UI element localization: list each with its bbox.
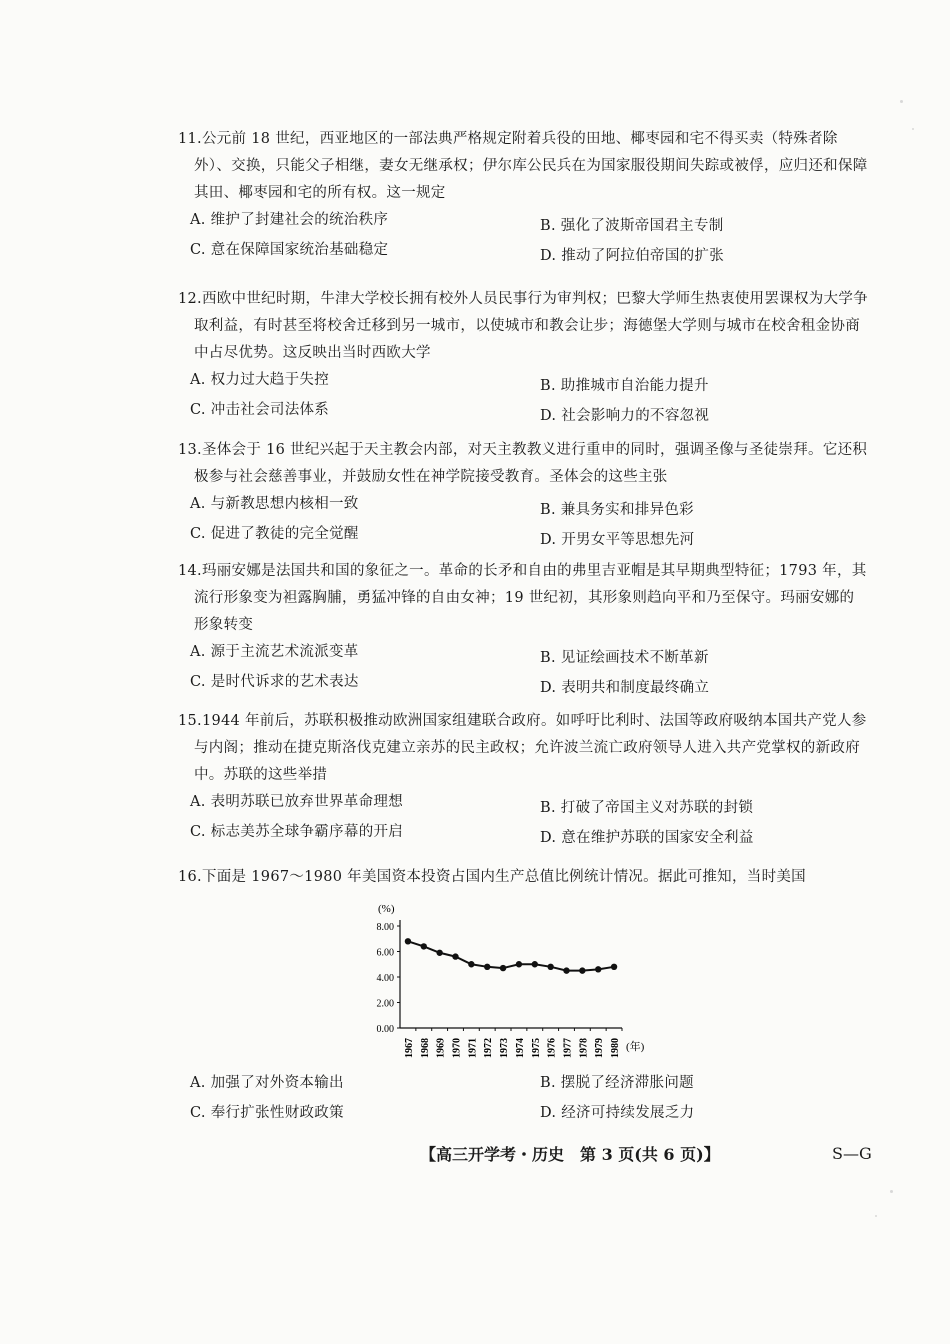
option-a[interactable]: A. 源于主流艺术流派变革	[190, 644, 359, 660]
x-tick-label: 1976	[546, 1038, 558, 1058]
option-c[interactable]: C. 奉行扩张性财政政策	[190, 1105, 344, 1121]
y-tick-label: 0.00	[376, 1024, 394, 1035]
x-tick-label: 1971	[467, 1038, 479, 1058]
data-point	[547, 964, 553, 970]
option-b[interactable]: B. 见证绘画技术不断革新	[540, 650, 709, 666]
data-point	[452, 953, 458, 959]
data-point	[595, 966, 601, 972]
options-row	[178, 669, 868, 699]
y-tick-label: 6.00	[376, 947, 394, 959]
option-d[interactable]: D. 意在维护苏联的国家安全利益	[540, 830, 754, 846]
options-row	[178, 789, 868, 819]
x-tick-label: 1970	[451, 1038, 463, 1058]
option-c[interactable]: C. 是时代诉求的艺术表达	[190, 674, 359, 690]
options-row	[178, 491, 868, 521]
data-point	[436, 950, 442, 956]
option-d[interactable]: D. 推动了阿拉伯帝国的扩张	[540, 248, 725, 264]
x-tick-label: 1968	[419, 1038, 431, 1058]
options-row	[178, 521, 868, 551]
y-tick-label: 4.00	[376, 973, 394, 984]
data-point	[579, 967, 585, 973]
y-axis-label: (%)	[378, 903, 395, 915]
data-point	[405, 938, 411, 944]
option-d[interactable]: D. 社会影响力的不容忽视	[540, 408, 710, 424]
data-point	[500, 965, 506, 971]
question-11	[178, 126, 868, 267]
scan-noise	[912, 128, 914, 130]
options-row	[178, 207, 868, 237]
series-line	[408, 941, 614, 970]
question-stem: 13.圣体会于 16 世纪兴起于天主教会内部，对天主教教义进行重申的同时，强调圣像与圣徒崇拜。它还积极参与社会慈善事业，并鼓励女性在神学院接受教育。圣体会的这些主张	[178, 442, 868, 485]
option-d[interactable]: D. 表明共和制度最终确立	[540, 680, 710, 696]
options-row	[178, 397, 868, 427]
x-tick-label: 1980	[610, 1038, 622, 1058]
option-c[interactable]: C. 标志美苏全球争霸序幕的开启	[190, 824, 404, 840]
data-point	[563, 967, 569, 973]
scan-noise	[890, 1190, 893, 1193]
gdp-investment-chart	[340, 898, 680, 1068]
options-row	[178, 1100, 868, 1130]
data-point	[421, 943, 427, 949]
question-15	[178, 708, 868, 849]
question-12	[178, 286, 868, 427]
x-axis-label: (年)	[626, 1041, 645, 1053]
option-c[interactable]: C. 意在保障国家统治基础稳定	[190, 242, 389, 258]
option-a[interactable]: A. 权力过大趋于失控	[190, 372, 329, 388]
option-d[interactable]: D. 经济可持续发展乏力	[540, 1105, 695, 1121]
question-16	[178, 864, 868, 891]
option-c[interactable]: C. 促进了教徒的完全觉醒	[190, 526, 359, 542]
x-tick-label: 1967	[403, 1038, 415, 1058]
option-a[interactable]: A. 与新教思想内核相一致	[190, 496, 359, 512]
option-b[interactable]: B. 强化了波斯帝国君主专制	[540, 218, 724, 234]
option-a[interactable]: A. 维护了封建社会的统治秩序	[190, 212, 389, 228]
question-stem: 14.玛丽安娜是法国共和国的象征之一。革命的长矛和自由的弗里吉亚帽是其早期典型特征；1793 年，其流行形象变为袒露胸脯，勇猛冲锋的自由女神；19 世纪初，其形象则趋向平和乃至保守。玛丽安娜的形象转变	[178, 563, 867, 633]
x-tick-label: 1977	[562, 1038, 574, 1058]
data-point	[516, 961, 522, 967]
option-b[interactable]: B. 摆脱了经济滞胀问题	[540, 1075, 694, 1091]
x-tick-label: 1975	[530, 1038, 542, 1058]
exam-code: S—G	[832, 1144, 872, 1163]
x-tick-label: 1972	[483, 1038, 495, 1058]
x-tick-label: 1973	[499, 1038, 511, 1058]
question-stem: 15.1944 年前后，苏联积极推动欧洲国家组建联合政府。如呼吁比利时、法国等政府吸纳本国共产党人参与内阁；推动在捷克斯洛伐克建立亲苏的民主政权；允许波兰流亡政府领导人进入共产党掌权的新政府中。苏联的这些举措	[178, 713, 867, 783]
option-c[interactable]: C. 冲击社会司法体系	[190, 402, 330, 418]
option-b[interactable]: B. 助推城市自治能力提升	[540, 378, 709, 394]
option-a[interactable]: A. 加强了对外资本输出	[190, 1075, 344, 1091]
option-b[interactable]: B. 兼具务实和排异色彩	[540, 502, 694, 518]
y-tick-label: 2.00	[376, 998, 394, 1010]
scan-noise	[875, 1215, 877, 1217]
x-tick-label: 1969	[435, 1038, 447, 1058]
data-point	[532, 961, 538, 967]
question-13	[178, 437, 868, 551]
question-stem: 16.下面是 1967～1980 年美国资本投资占国内生产总值比例统计情况。据此可推知，当时美国	[178, 869, 806, 885]
y-tick-label: 8.00	[376, 922, 394, 933]
page-footer: 【高三开学考・历史 第 3 页(共 6 页)】	[420, 1145, 720, 1164]
options-row	[178, 639, 868, 669]
data-point	[468, 961, 474, 967]
options-row	[178, 237, 868, 267]
x-tick-label: 1974	[514, 1038, 526, 1058]
x-tick-label: 1979	[594, 1038, 606, 1058]
question-16-options	[178, 1070, 868, 1130]
options-row	[178, 367, 868, 397]
question-14	[178, 558, 868, 699]
option-b[interactable]: B. 打破了帝国主义对苏联的封锁	[540, 800, 754, 816]
data-point	[611, 964, 617, 970]
option-a[interactable]: A. 表明苏联已放弃世界革命理想	[190, 794, 403, 810]
scan-noise	[900, 100, 903, 103]
data-point	[484, 964, 490, 970]
x-tick-label: 1978	[578, 1038, 590, 1058]
question-stem: 11.公元前 18 世纪，西亚地区的一部法典严格规定附着兵役的田地、椰枣园和宅不得买卖（特殊者除外）、交换，只能父子相继，妻女无继承权；伊尔库公民兵在为国家服役期间失踪或被俘，应归还和保障其田、椰枣园和宅的所有权。这一规定	[178, 131, 868, 201]
question-stem: 12.西欧中世纪时期，牛津大学校长拥有校外人员民事行为审判权；巴黎大学师生热衷使用罢课权为大学争取利益，有时甚至将校舍迁移到另一城市，以使城市和教会让步；海德堡大学则与城市在校舍租金协商中占尽优势。这反映出当时西欧大学	[178, 291, 868, 361]
options-row	[178, 819, 868, 849]
option-d[interactable]: D. 开男女平等思想先河	[540, 532, 695, 548]
options-row	[178, 1070, 868, 1100]
